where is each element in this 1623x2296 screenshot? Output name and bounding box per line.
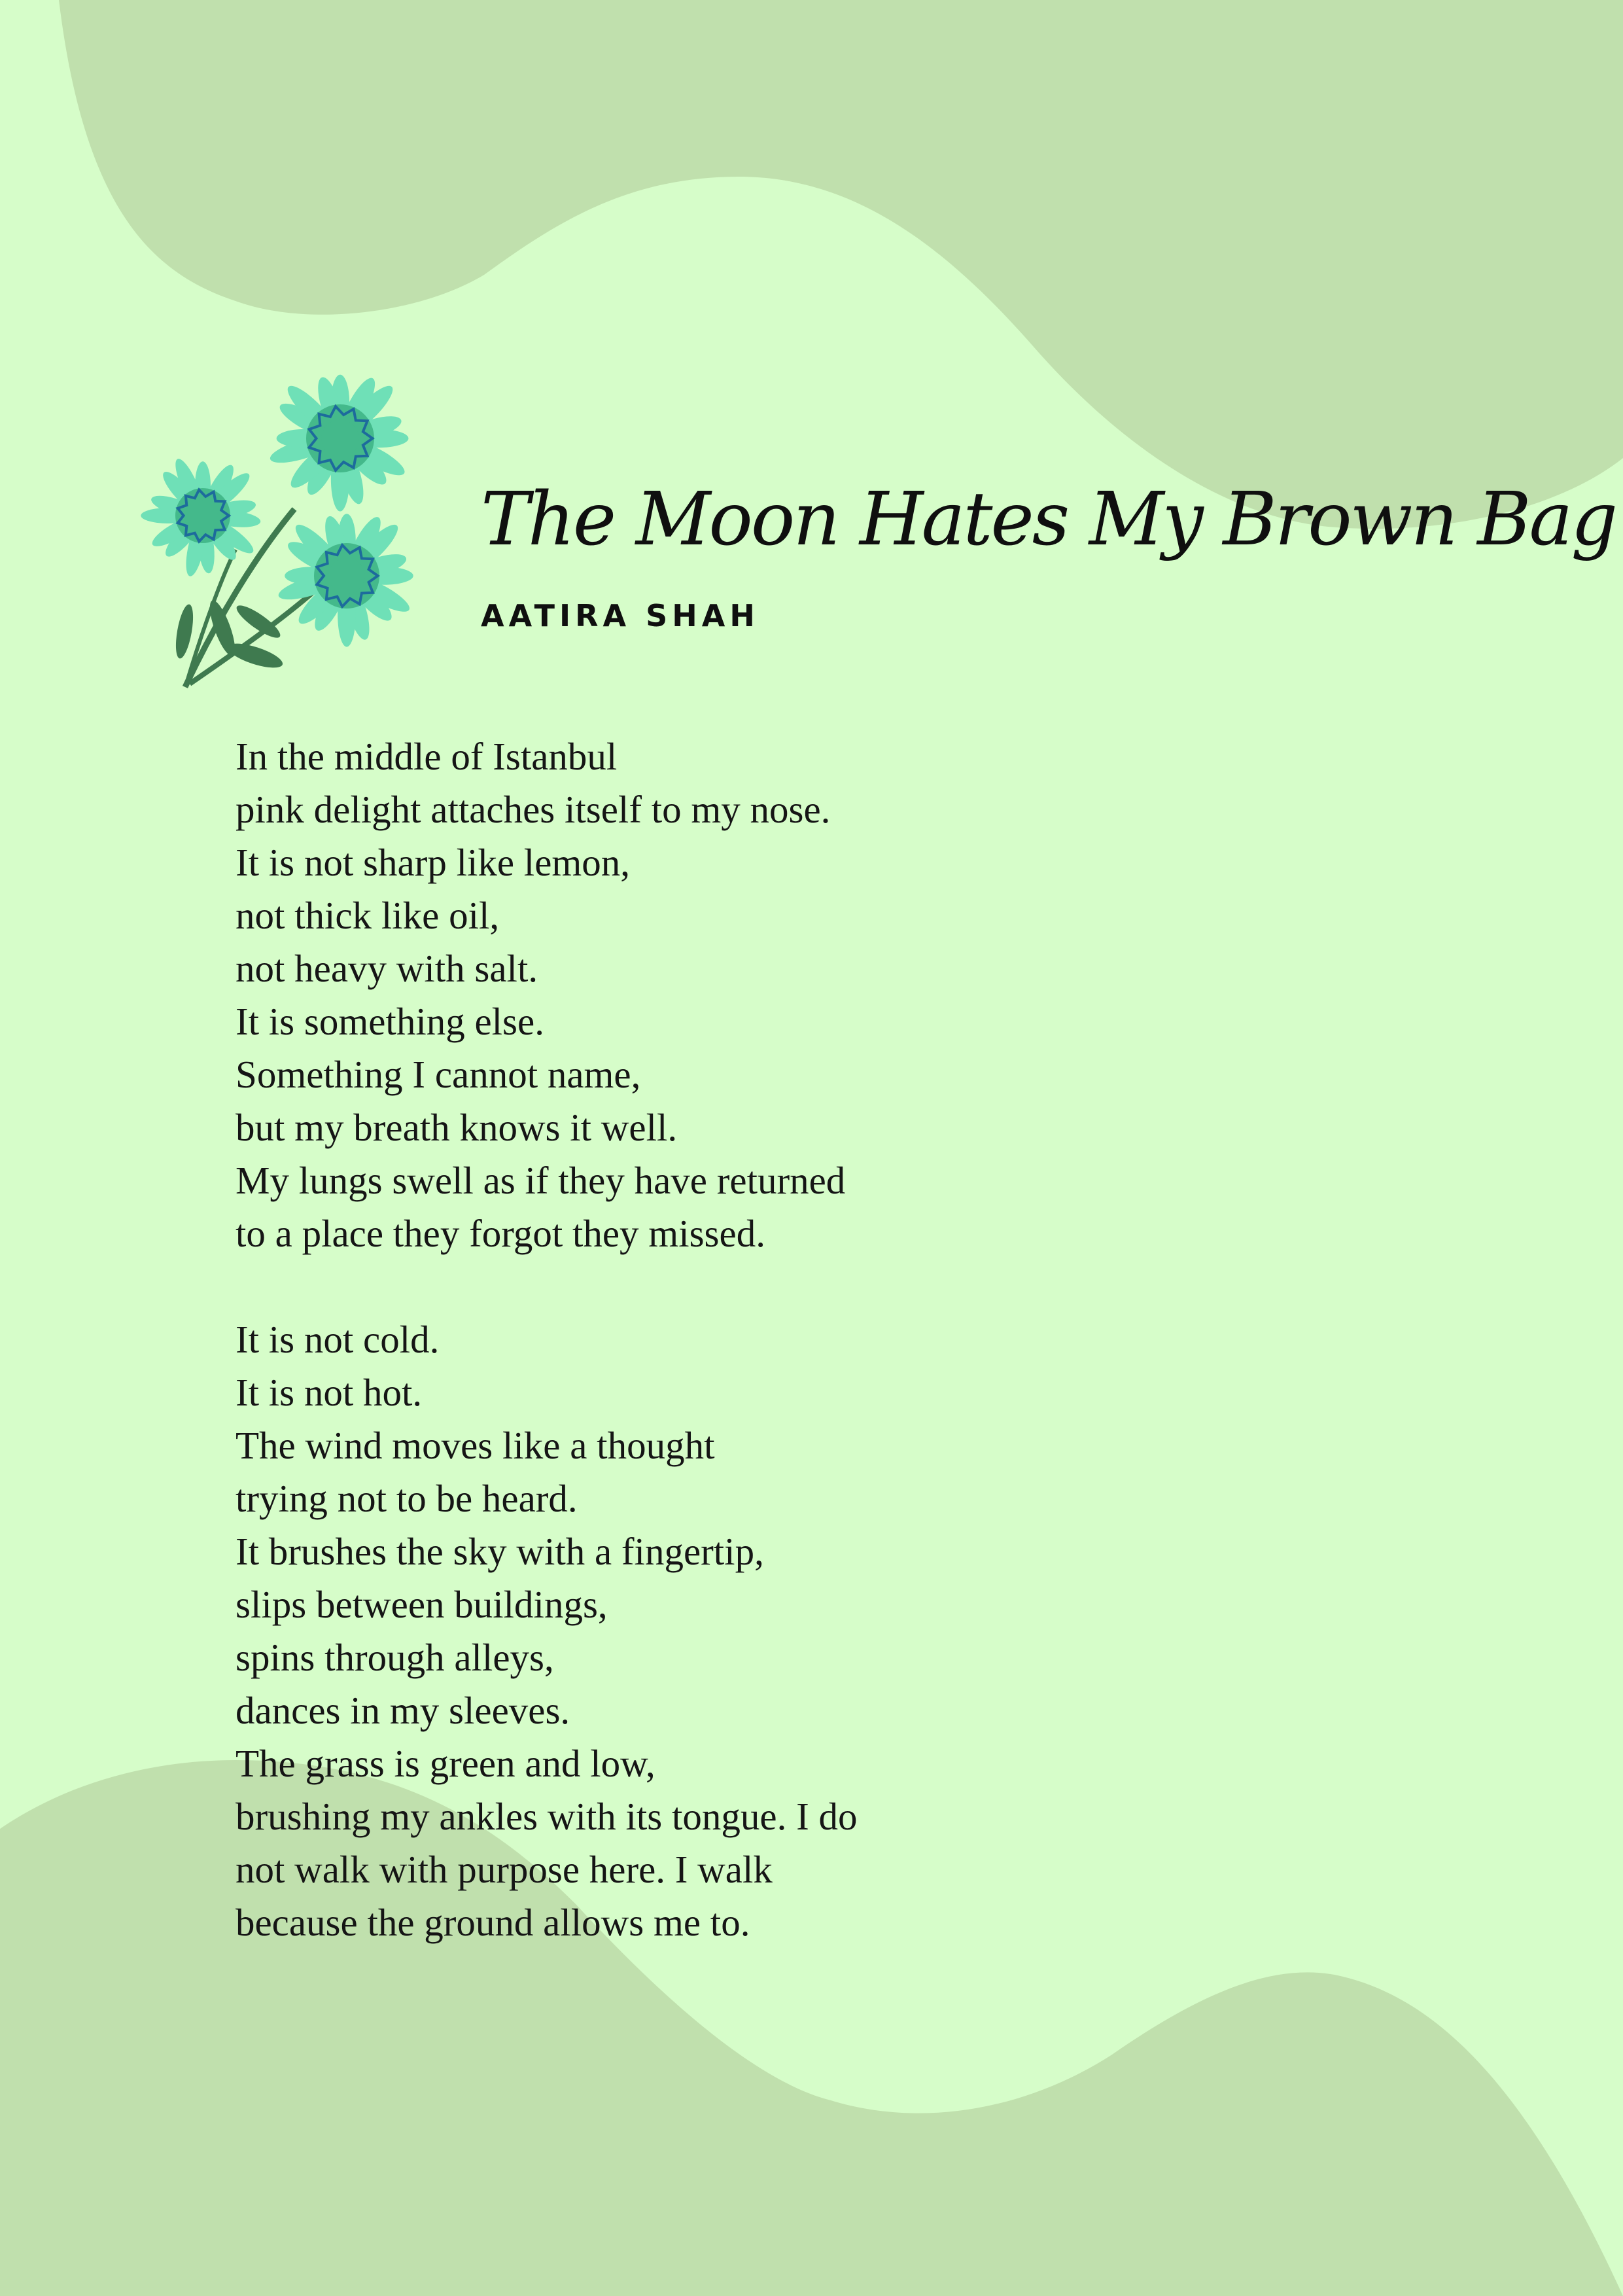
poem-line: because the ground allows me to.	[236, 1901, 750, 1944]
poem-stanza	[236, 1313, 1217, 1949]
poem-line: It is something else.	[236, 1000, 544, 1043]
poem-line: brushing my ankles with its tongue. I do	[236, 1795, 858, 1838]
poem-line: It brushes the sky with a fingertip,	[236, 1530, 764, 1573]
poem-line: dances in my sleeves.	[236, 1689, 570, 1732]
flower-head-icon	[276, 513, 413, 647]
poem-line: pink delight attaches itself to my nose.	[236, 788, 831, 831]
poem-line: spins through alleys,	[236, 1636, 554, 1679]
poem-line: The wind moves like a thought	[236, 1424, 715, 1467]
poem-line: Something I cannot name,	[236, 1053, 641, 1096]
poem-line: not heavy with salt.	[236, 947, 538, 990]
poem-stanza	[236, 730, 1217, 1260]
poem-line: My lungs swell as if they have returned	[236, 1159, 846, 1202]
flower-heads	[141, 374, 413, 646]
poem-line: but my breath knows it well.	[236, 1106, 678, 1149]
poem-line: slips between buildings,	[236, 1583, 608, 1626]
poem-line: In the middle of Istanbul	[236, 735, 618, 778]
poem-line: not walk with purpose here. I walk	[236, 1848, 773, 1891]
poem-author: AATIRA SHAH	[481, 598, 759, 633]
poem-line: trying not to be heard.	[236, 1477, 578, 1520]
flower-bouquet-icon	[124, 340, 438, 694]
poem-body	[236, 730, 1217, 1949]
poem-line: to a place they forgot they missed.	[236, 1212, 765, 1255]
poem-line: It is not sharp like lemon,	[236, 841, 631, 884]
poem-line: It is not hot.	[236, 1371, 423, 1414]
poem-line: not thick like oil,	[236, 894, 500, 937]
flower-head-icon	[141, 456, 261, 578]
flower-head-icon	[268, 374, 409, 511]
poem-line: The grass is green and low,	[236, 1742, 655, 1785]
poem-line: It is not cold.	[236, 1318, 440, 1361]
poem-title: The Moon Hates My Brown Bag	[481, 477, 1616, 562]
